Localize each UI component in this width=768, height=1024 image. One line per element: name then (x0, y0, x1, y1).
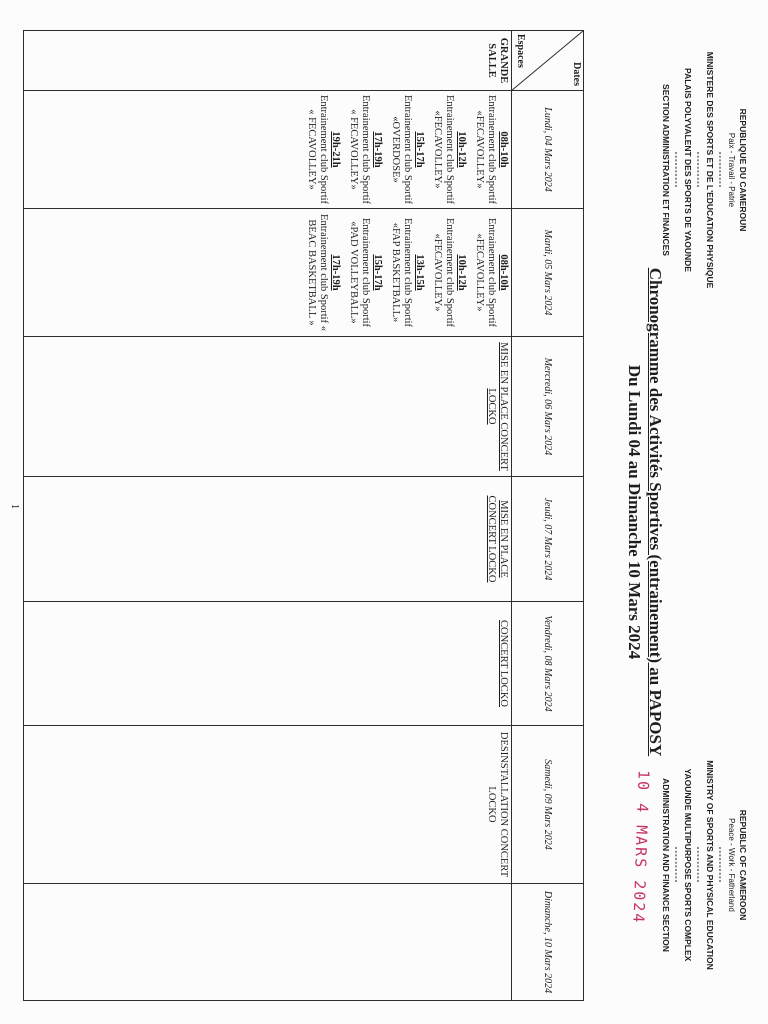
day-header-saturday: Samedi, 09 Mars 2024 (512, 726, 584, 884)
entry-activity: Entrainement club Sportif «FAP BASKETBALL» (390, 217, 413, 328)
event-label: MISE EN PLACE CONCERT LOCKO (486, 495, 509, 583)
country-en: REPUBLIC OF CAMEROON (738, 809, 748, 921)
event-label: CONCERT LOCKO (498, 620, 509, 707)
document-title: Chronogramme des Activités Sportives (entrainement) au PAPOSY (646, 267, 665, 757)
entry (389, 94, 425, 205)
entry-activity: Entrainement club Sportif «FECAVOLLEY» (474, 217, 497, 328)
entry (431, 212, 467, 333)
entry-time: 13h-15h (414, 254, 425, 291)
ministry-en: MINISTRY OF SPORTS AND PHYSICAL EDUCATION (705, 760, 715, 970)
separator-fr-1: ---------- (716, 151, 725, 189)
event-label: DESINSTALLATION CONCERT LOCKO (486, 731, 509, 878)
motto-en: Peace - Work - Fatherland (727, 818, 736, 912)
corner-cell (512, 31, 584, 91)
complex-fr: PALAIS POLYVALENT DES SPORTS DE YAOUNDE (683, 68, 693, 272)
separator-fr-2: ---------- (694, 151, 703, 189)
entry (473, 212, 509, 333)
entry (347, 212, 383, 333)
schedule-table (23, 30, 584, 1001)
day-header-wednesday: Mercredi, 06 Mars 2024 (512, 337, 584, 477)
header-english (660, 740, 748, 990)
page-number: 1 (9, 504, 20, 509)
entry-activity: Entrainement club Sportif « BEAC BASKETBALL » (306, 214, 329, 331)
complex-en: YAOUNDE MULTIPURPOSE SPORTS COMPLEX (683, 768, 693, 962)
day-header-monday: Lundi, 04 Mars 2024 (512, 91, 584, 209)
cell-tuesday (24, 209, 512, 337)
entry (305, 212, 341, 333)
separator-en-1: ---------- (716, 846, 725, 884)
entry (305, 94, 341, 205)
entry (389, 212, 425, 333)
entry (431, 94, 467, 205)
motto-fr: Paix - Travail - Patrie (727, 132, 736, 208)
entry-time: 15h-17h (414, 131, 425, 168)
cell-thursday (24, 477, 512, 602)
space-row-grande-salle (24, 31, 512, 1001)
date-stamp: 10 4 MARS 2024 (629, 769, 653, 925)
space-name: GRANDE SALLE (24, 31, 512, 91)
separator-en-2: ---------- (694, 846, 703, 884)
country-fr: REPUBLIQUE DU CAMEROUN (738, 108, 748, 232)
entry-activity: Entrainement club Sportif «PAD VOLLEYBALL» (348, 217, 371, 328)
separator-fr-3: ---------- (672, 151, 681, 189)
day-header-thursday: Jeudi, 07 Mars 2024 (512, 477, 584, 602)
entry-activity: Entrainement club Sportif «FECAVOLLEY» (432, 94, 455, 205)
cell-wednesday (24, 337, 512, 477)
day-header-friday: Vendredi, 08 Mars 2024 (512, 602, 584, 726)
header-row (512, 31, 584, 1001)
title-block (624, 150, 666, 874)
cell-sunday (24, 884, 512, 1001)
corner-dates-label: Dates (571, 62, 582, 86)
entry (347, 94, 383, 205)
day-header-tuesday: Mardi, 05 Mars 2024 (512, 209, 584, 337)
cell-monday (24, 91, 512, 209)
entry-time: 08h-10h (498, 254, 509, 291)
entry-activity: Entrainement club Sportif « FECAVOLLEY» (306, 94, 329, 205)
cell-friday (24, 602, 512, 726)
cell-saturday (24, 726, 512, 884)
day-header-sunday: Dimanche, 10 Mars 2024 (512, 884, 584, 1001)
ministry-fr: MINISTERE DES SPORTS ET DE L'EDUCATION PHYSIQUE (705, 51, 715, 289)
entry-activity: Entrainement club Sportif «OVERDOSE» (390, 94, 413, 205)
entry-time: 10h-12h (456, 131, 467, 168)
section-en: ADMINISTRATION AND FINANCE SECTION (661, 778, 671, 952)
entry-activity: Entrainement club Sportif «FECAVOLLEY» (474, 94, 497, 205)
entry-time: 17h-19h (330, 254, 341, 291)
header-french (660, 40, 748, 300)
entry-activity: Entrainement club Sportif «FECAVOLLEY» (432, 217, 455, 328)
corner-espaces-label: Espaces (515, 34, 526, 68)
entry-time: 15h-17h (372, 254, 383, 291)
section-fr: SECTION ADMINISTRATION ET FINANCES (661, 84, 671, 256)
entry-activity: Entrainement club Sportif « FECAVOLLEY» (348, 94, 371, 205)
entry-time: 08h-10h (498, 131, 509, 168)
document-subtitle: Du Lundi 04 au Dimanche 10 Mars 2024 (625, 364, 644, 660)
entry-time: 19h-21h (330, 131, 341, 168)
entry-time: 10h-12h (456, 254, 467, 291)
separator-en-3: ---------- (672, 846, 681, 884)
event-label: MISE EN PLACE CONCERT LOCKO (486, 342, 509, 471)
entry-time: 17h-19h (372, 131, 383, 168)
entry (473, 94, 509, 205)
